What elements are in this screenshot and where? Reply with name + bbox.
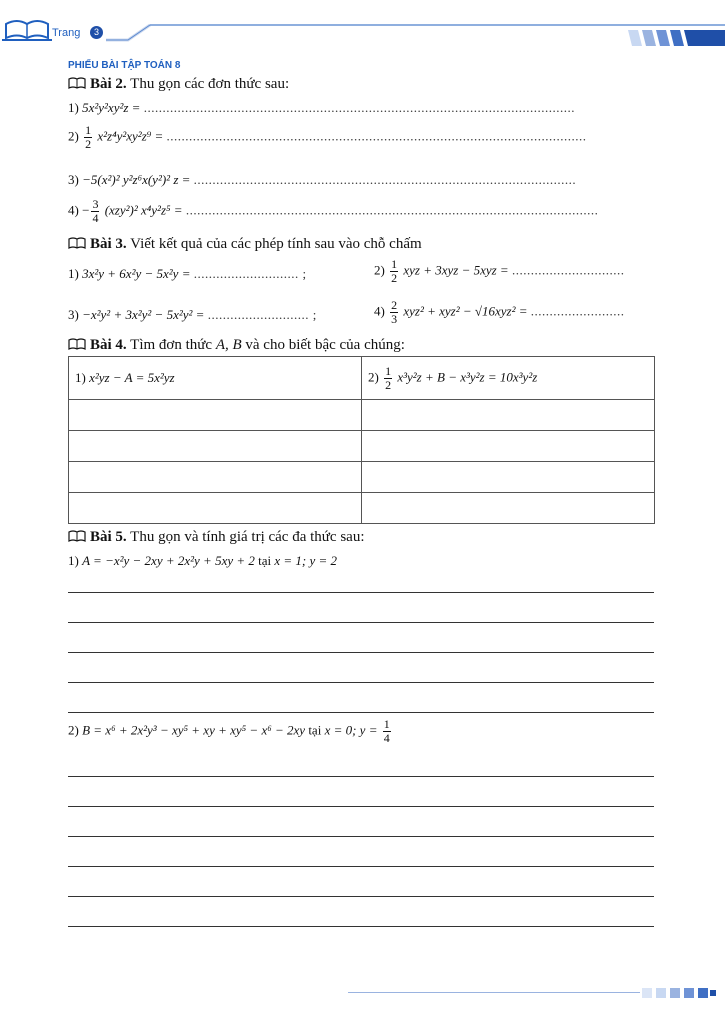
answer-cell[interactable]: [362, 462, 655, 493]
answer-cell[interactable]: [362, 493, 655, 524]
bai3-item-1: 1) 3x²y + 6x²y − 5x²y = ............................ ;: [68, 266, 307, 281]
bai3-item-4: 4) $\frac{2}{3}$ xyz² + xyz² − √16xyz² = .........................: [374, 298, 625, 326]
fraction: $\frac{1}{2}$: [391, 257, 398, 285]
answer-line[interactable]: [68, 776, 654, 777]
open-book-icon: [68, 77, 86, 89]
open-book-icon: [68, 530, 86, 542]
page-label: Trang: [52, 27, 81, 39]
answer-line[interactable]: [68, 592, 654, 593]
bai4-cell-1: 1) x²yz − A = 5x²yz: [69, 357, 362, 400]
bai5-heading: Bài 5. Thu gọn và tính giá trị các đa thức sau:: [68, 529, 364, 546]
answer-line[interactable]: [68, 896, 654, 897]
bai2-item-3: 3) −5(x²)² y²z⁶x(y²)² z = ......................................................................................................: [68, 172, 577, 187]
open-book-icon: [68, 338, 86, 350]
bai4-table: [68, 356, 655, 524]
answer-line[interactable]: [68, 622, 654, 623]
answer-line[interactable]: [68, 712, 654, 713]
answer-cell[interactable]: [69, 400, 362, 431]
header-stripes-icon: [628, 30, 725, 46]
page-header: [0, 0, 725, 48]
answer-cell[interactable]: [69, 493, 362, 524]
answer-cell[interactable]: [69, 431, 362, 462]
bai2-item-1: 1) 5x²y²xy²z = ...................................................................................................................: [68, 100, 575, 115]
fraction: $\frac{1}{2}$: [385, 363, 392, 392]
bai4-cell-2: 2) $\frac{1}{2}$ x³y²z + B − x³y²z = 10x³y²z: [362, 357, 655, 400]
fraction: $\frac{3}{4}$: [92, 197, 99, 225]
answer-line[interactable]: [68, 926, 654, 927]
answer-line[interactable]: [68, 806, 654, 807]
bai3-item-2: 2) $\frac{1}{2}$ xyz + 3xyz − 5xyz = ..............................: [374, 257, 625, 285]
bai5-problem-2: 2) B = x⁶ + 2x²y³ − xy⁵ + xy + xy⁵ − x⁶ − 2xy tại x = 0; y = $\frac{1}{4}$: [68, 717, 390, 745]
answer-cell[interactable]: [362, 431, 655, 462]
bai3-heading: Bài 3. Viết kết quả của các phép tính sau vào chỗ chấm: [68, 236, 422, 253]
answer-line[interactable]: [68, 866, 654, 867]
page-number: 3: [90, 26, 103, 39]
answer-line[interactable]: [68, 652, 654, 653]
fraction: $\frac{1}{2}$: [85, 123, 92, 151]
bai4-heading: Bài 4. Tìm đơn thức A, B và cho biết bậc của chúng:: [68, 337, 405, 354]
sheet-title: PHIẾU BÀI TẬP TOÁN 8: [68, 60, 181, 71]
bai5-problem-1: 1) A = −x²y − 2xy + 2x²y + 5xy + 2 tại x = 1; y = 2: [68, 553, 338, 568]
bai3-item-3: 3) −x²y² + 3x²y² − 5x²y² = ........................... ;: [68, 307, 317, 322]
footer-line: [348, 992, 640, 993]
bai2-item-4: 4) − $\frac{3}{4}$ (xzy²)² x⁴y²z⁵ = ..............................................................................................................: [68, 197, 599, 225]
bai2-item-2: 2) $\frac{1}{2}$ x²z⁴y²xy²z⁹ = ................................................................................................................: [68, 123, 587, 151]
book-logo-icon: [2, 21, 52, 40]
answer-line[interactable]: [68, 836, 654, 837]
bai2-heading: Bài 2. Thu gọn các đơn thức sau:: [68, 76, 289, 93]
fraction: $\frac{2}{3}$: [391, 298, 398, 326]
open-book-icon: [68, 237, 86, 249]
answer-cell[interactable]: [69, 462, 362, 493]
answer-line[interactable]: [68, 682, 654, 683]
footer-squares-icon: [640, 986, 720, 1000]
answer-cell[interactable]: [362, 400, 655, 431]
fraction: $\frac{1}{4}$: [383, 717, 390, 745]
